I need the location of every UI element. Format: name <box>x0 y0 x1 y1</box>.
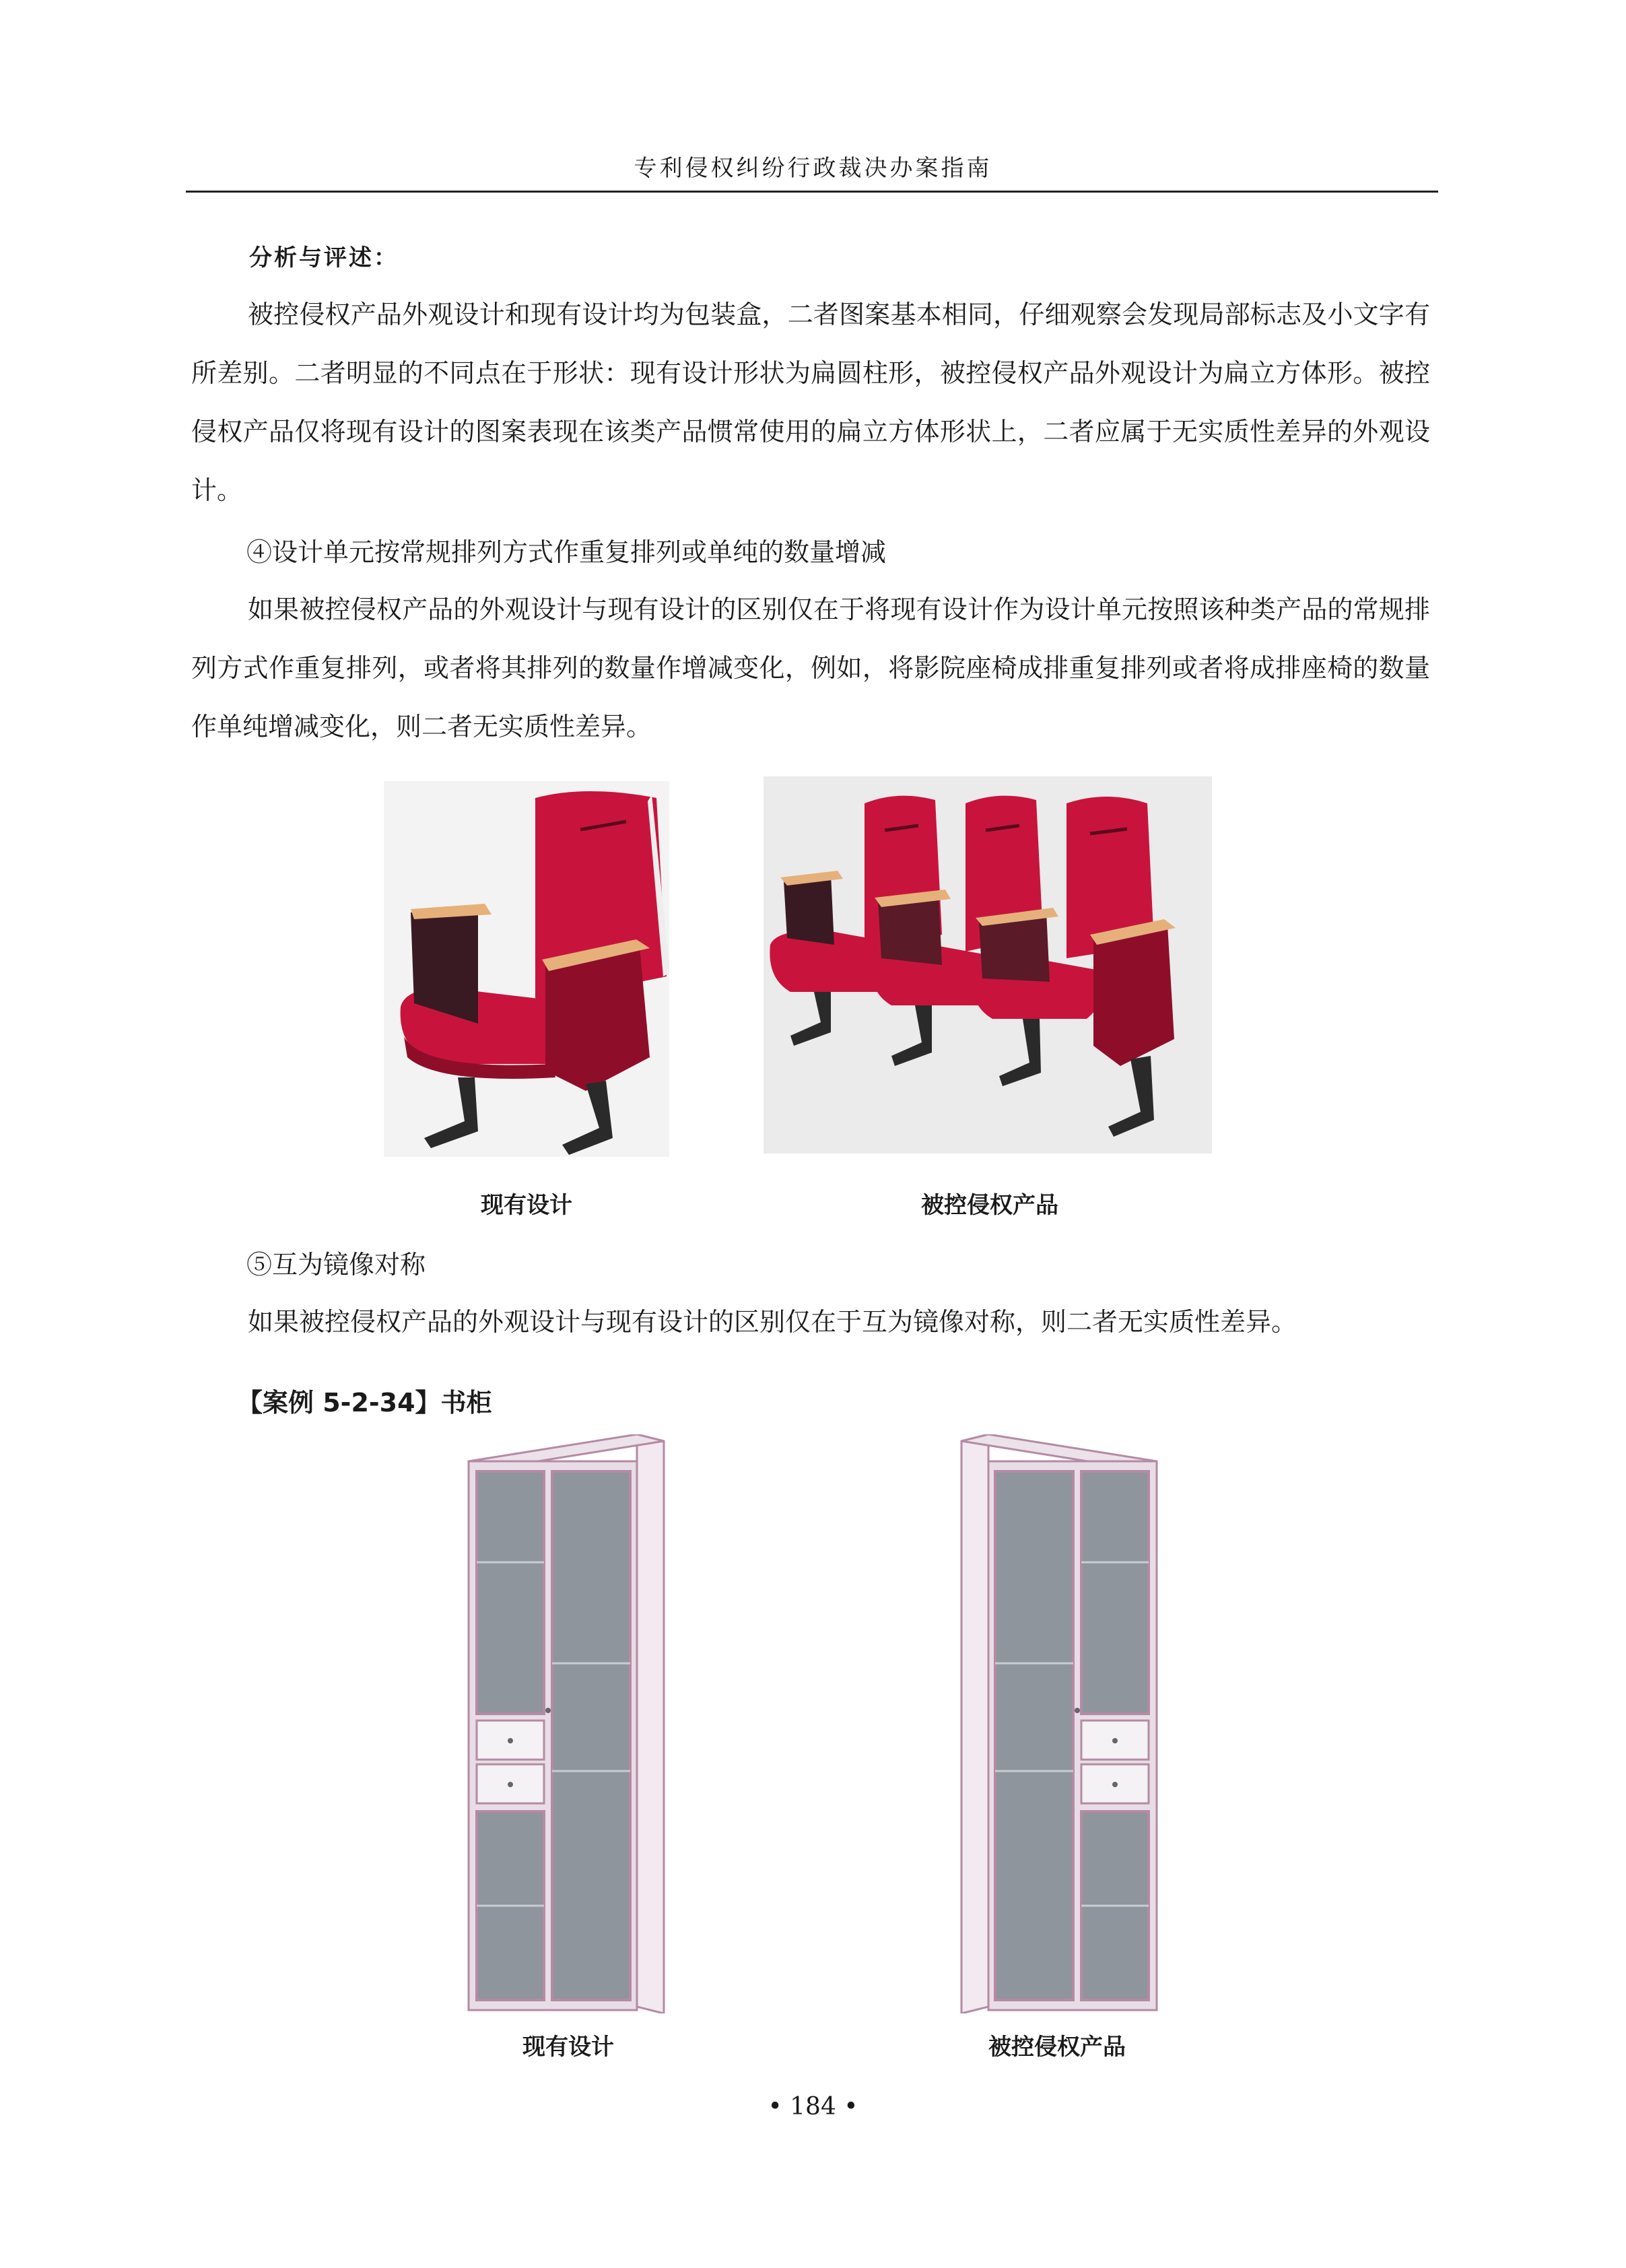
accused-product-bookcase-image <box>951 1434 1163 2013</box>
item4-paragraph: 如果被控侵权产品的外观设计与现有设计的区别仅在于将现有设计作为设计单元按照该种类产品的常规排列方式作重复排列，或者将其排列的数量作增减变化，例如，将影院座椅成排重复排列或者将成排座椅的数量作单纯增减变化，则二者无实质性差异。 <box>191 595 1430 741</box>
existing-design-chair-image <box>384 781 669 1157</box>
page-number: • 184 • <box>768 2093 858 2121</box>
existing-design-bookcase-image <box>462 1434 675 2013</box>
accused-product-chairs-caption: 被控侵权产品 <box>921 1192 1058 1219</box>
existing-design-bookcase-caption: 现有设计 <box>522 2034 614 2061</box>
item5-title: ⑤互为镜像对称 <box>246 1250 426 1279</box>
header-rule <box>186 191 1438 193</box>
analysis-paragraph: 被控侵权产品外观设计和现有设计均为包装盒，二者图案基本相同，仔细观察会发现局部标志及小文字有所差别。二者明显的不同点在于形状：现有设计形状为扁圆柱形，被控侵权产品外观设计为扁立方体形。被控侵权产品仅将现有设计的图案表现在该类产品惯常使用的扁立方体形状上，二者应属于无实质性差异的外观设计。 <box>191 300 1430 505</box>
accused-product-bookcase-caption: 被控侵权产品 <box>988 2034 1126 2061</box>
item5-paragraph: 如果被控侵权产品的外观设计与现有设计的区别仅在于互为镜像对称，则二者无实质性差异。 <box>248 1307 1297 1337</box>
analysis-heading: 分析与评述： <box>249 244 399 271</box>
case-label: 【案例 5-2-34】书柜 <box>237 1388 492 1418</box>
existing-design-chair-caption: 现有设计 <box>481 1192 572 1219</box>
item4-title: ④设计单元按常规排列方式作重复排列或单纯的数量增减 <box>246 537 887 567</box>
running-header: 专利侵权纠纷行政裁决办案指南 <box>634 155 992 182</box>
accused-product-chairs-image <box>764 776 1212 1154</box>
